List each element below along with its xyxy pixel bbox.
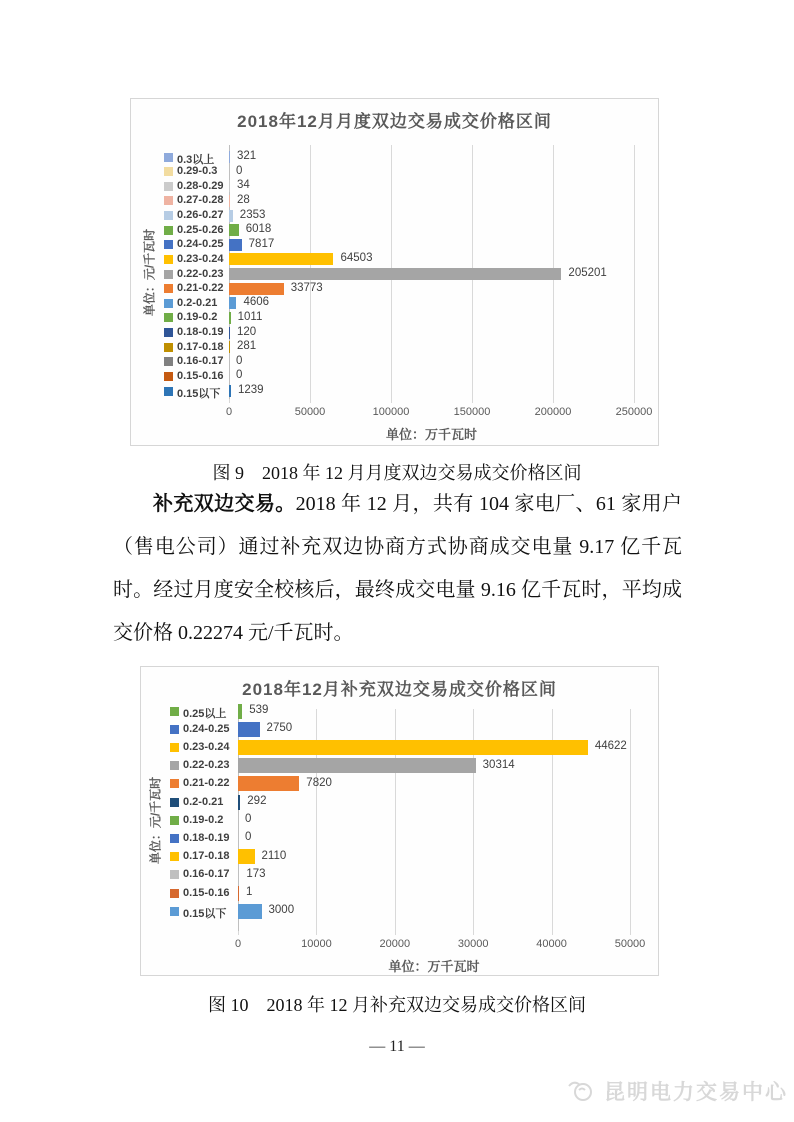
legend-swatch (170, 707, 179, 716)
gridline (630, 709, 631, 935)
bar (229, 151, 230, 163)
paragraph-text: 2018 年 12 月，共有 104 家电厂、61 家用户（售电公司）通过补充双边协商方式协商成交电量 9.17 亿千瓦时。经过月度安全校核后，最终成交电量 9.16 亿千瓦时，平均成交价格 0.22274 元/千瓦时。 (113, 493, 682, 644)
legend-swatch (164, 357, 173, 366)
chart-title: 2018年12月月度双边交易成交价格区间 (237, 112, 552, 131)
body-paragraph (113, 483, 682, 655)
bar-value-label: 6018 (245, 223, 272, 236)
y-axis-title: 单位：元/千瓦时 (142, 228, 157, 317)
legend-swatch (170, 798, 179, 807)
bar-value-label: 0 (245, 831, 252, 844)
legend-swatch (164, 343, 173, 352)
category-label: 0.26-0.27 (177, 209, 224, 222)
bar (229, 253, 333, 265)
category-label: 0.15以下 (183, 907, 227, 920)
category-label: 0.22-0.23 (183, 759, 230, 772)
bar-value-label: 1 (246, 886, 253, 898)
category-label: 0.19-0.2 (183, 813, 224, 826)
x-tick-label: 0 (225, 406, 233, 418)
category-label: 0.15-0.16 (177, 369, 224, 382)
bar-value-label: 539 (249, 704, 269, 716)
bar-value-label: 2353 (239, 208, 266, 221)
bar (238, 758, 476, 773)
bar (229, 268, 561, 280)
category-label: 0.24-0.25 (183, 722, 230, 735)
category-label: 0.18-0.19 (177, 326, 224, 339)
bar-value-label: 120 (237, 325, 257, 338)
legend-swatch (164, 211, 173, 220)
category-label: 0.17-0.18 (183, 850, 230, 863)
bar-value-label: 0 (236, 369, 243, 382)
bar-value-label: 0 (236, 354, 243, 367)
bar (238, 740, 588, 755)
bar-value-label: 33773 (290, 281, 323, 294)
legend-swatch (164, 284, 173, 293)
legend-swatch (170, 725, 179, 734)
footer-brand-text: 昆明电力交易中心 (604, 1081, 788, 1104)
bar-value-label: 0 (236, 164, 243, 177)
category-label: 0.17-0.18 (177, 340, 224, 353)
figure9-caption: 图 9 2018 年 12 月月度双边交易成交价格区间 (212, 463, 582, 483)
bar (229, 385, 231, 397)
category-label: 0.2-0.21 (177, 296, 218, 309)
bar-value-label: 205201 (568, 267, 607, 280)
category-label: 0.15以下 (177, 387, 221, 400)
category-label: 0.3以上 (177, 153, 215, 166)
bar-value-label: 2750 (266, 722, 293, 735)
legend-swatch (164, 299, 173, 308)
bar-value-label: 321 (237, 150, 257, 162)
legend-swatch (170, 870, 179, 879)
category-label: 0.27-0.28 (177, 194, 224, 207)
chart-title: 2018年12月补充双边交易成交价格区间 (242, 680, 557, 699)
x-tick-label: 10000 (301, 938, 332, 950)
bar-value-label: 1011 (237, 310, 263, 323)
bar-value-label: 4606 (243, 296, 270, 309)
bar-value-label: 44622 (594, 740, 627, 753)
bar-value-label: 1239 (238, 384, 264, 397)
category-label: 0.29-0.3 (177, 165, 218, 178)
x-tick-label: 40000 (536, 938, 567, 950)
bar-value-label: 173 (246, 867, 266, 880)
bar (229, 297, 236, 309)
figure9-chart (130, 98, 659, 446)
legend-swatch (170, 816, 179, 825)
bar (229, 312, 231, 324)
bar-value-label: 7820 (306, 776, 332, 789)
category-label: 0.22-0.23 (177, 267, 224, 280)
bar (229, 210, 233, 222)
bar-value-label: 292 (247, 795, 267, 807)
legend-swatch (164, 240, 173, 249)
x-tick-label: 150000 (453, 406, 491, 418)
y-axis-title: 单位：元/千瓦时 (148, 776, 163, 865)
bar (238, 886, 239, 901)
legend-swatch (170, 761, 179, 770)
x-axis-title: 单位：万千瓦时 (388, 959, 480, 974)
bar-value-label: 64503 (340, 252, 373, 265)
bar (238, 704, 242, 719)
legend-swatch (164, 196, 173, 205)
bar (238, 867, 239, 882)
legend-swatch (164, 270, 173, 279)
legend-swatch (164, 313, 173, 322)
bar-value-label: 28 (237, 193, 250, 206)
bar (229, 327, 230, 339)
legend-swatch (164, 167, 173, 176)
category-label: 0.16-0.17 (177, 355, 224, 368)
legend-swatch (164, 226, 173, 235)
figure10-chart (140, 666, 659, 976)
x-axis-title: 单位：万千瓦时 (385, 427, 478, 442)
bar (238, 904, 262, 919)
legend-swatch (170, 743, 179, 752)
bar (229, 224, 239, 236)
footer-watermark (566, 1076, 788, 1106)
category-label: 0.15-0.16 (183, 886, 230, 899)
kunming-power-exchange-logo-icon (566, 1078, 596, 1104)
category-label: 0.28-0.29 (177, 179, 224, 192)
bar (238, 849, 255, 864)
x-tick-label: 100000 (372, 406, 410, 418)
legend-swatch (164, 182, 173, 191)
bar (238, 776, 299, 791)
bar (238, 722, 260, 737)
bar (229, 283, 284, 295)
bar-value-label: 34 (237, 179, 250, 192)
category-label: 0.25-0.26 (177, 223, 224, 236)
legend-swatch (170, 889, 179, 898)
category-label: 0.18-0.19 (183, 831, 230, 844)
category-label: 0.25以上 (183, 707, 227, 720)
figure10-caption: 图 10 2018 年 12 月补充双边交易成交价格区间 (208, 995, 586, 1015)
legend-swatch (170, 907, 179, 916)
legend-swatch (164, 255, 173, 264)
legend-swatch (170, 779, 179, 788)
bar-value-label: 3000 (268, 904, 295, 917)
bar-value-label: 7817 (248, 237, 275, 250)
category-label: 0.21-0.22 (183, 777, 230, 790)
bar (229, 180, 230, 192)
legend-swatch (164, 153, 173, 162)
category-label: 0.24-0.25 (177, 238, 224, 251)
legend-swatch (164, 387, 173, 396)
legend-swatch (170, 834, 179, 843)
x-tick-label: 0 (234, 938, 242, 950)
bar (229, 341, 230, 353)
legend-swatch (164, 372, 173, 381)
bar (229, 195, 230, 207)
paragraph-lead: 补充双边交易。 (153, 493, 296, 515)
category-label: 0.16-0.17 (183, 868, 230, 881)
bar (229, 239, 242, 251)
x-tick-label: 200000 (534, 406, 572, 418)
x-tick-label: 30000 (457, 938, 489, 950)
bar-value-label: 0 (245, 813, 252, 826)
x-tick-label: 20000 (379, 938, 411, 950)
legend-swatch (170, 852, 179, 861)
x-tick-label: 50000 (294, 406, 326, 418)
category-label: 0.21-0.22 (177, 282, 224, 295)
page-number: — 11 — (369, 1038, 425, 1055)
legend-swatch (164, 328, 173, 337)
bar (238, 795, 240, 810)
category-label: 0.2-0.21 (183, 795, 224, 808)
category-label: 0.23-0.24 (177, 252, 224, 265)
bar-value-label: 2110 (261, 849, 287, 862)
bar-value-label: 30314 (482, 758, 515, 771)
x-tick-label: 250000 (615, 406, 653, 418)
bar-value-label: 281 (237, 340, 257, 353)
category-label: 0.23-0.24 (183, 740, 230, 753)
category-label: 0.19-0.2 (177, 311, 218, 324)
gridline (634, 145, 635, 403)
x-tick-label: 50000 (614, 938, 646, 950)
